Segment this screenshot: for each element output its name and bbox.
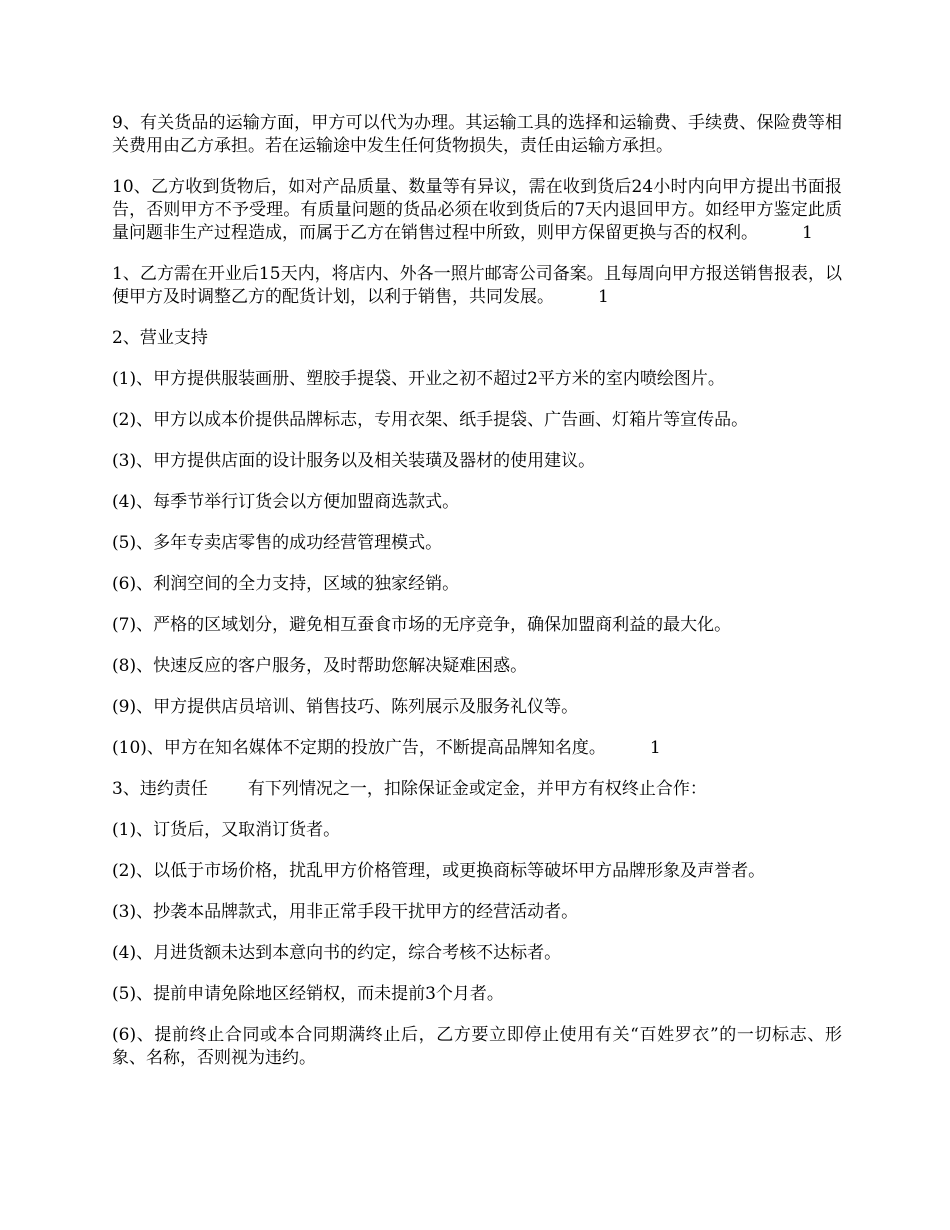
paragraph-text: (3)、甲方提供店面的设计服务以及相关装璜及器材的使用建议。 <box>112 451 596 471</box>
list-item <box>112 491 842 514</box>
paragraph-text: (8)、快速反应的客户服务，及时帮助您解决疑难困惑。 <box>112 656 528 676</box>
list-item <box>112 532 842 555</box>
paragraph-store-photos <box>112 263 842 309</box>
list-item <box>112 450 842 473</box>
list-item <box>112 368 842 391</box>
list-item <box>112 614 842 637</box>
list-item <box>112 655 842 678</box>
list-item <box>112 409 842 432</box>
paragraph-text: (1)、订货后，又取消订货者。 <box>112 820 341 840</box>
paragraph-text: 1、乙方需在开业后15天内，将店内、外各一照片邮寄公司备案。且每周向甲方报送销售报表，以便甲方及时调整乙方的配货计划，以利于销售，共同发展。 <box>112 264 842 307</box>
paragraph-text: (9)、甲方提供店员培训、销售技巧、陈列展示及服务礼仪等。 <box>112 697 579 717</box>
paragraph-text: (5)、多年专卖店零售的成功经营管理模式。 <box>112 533 443 553</box>
paragraph-text: (6)、利润空间的全力支持，区域的独家经销。 <box>112 574 460 594</box>
paragraph-marker: 1 <box>802 223 813 243</box>
list-item <box>112 696 842 719</box>
document-page <box>112 112 842 1088</box>
paragraph-text: 3、违约责任 <box>112 779 208 799</box>
list-item <box>112 983 842 1006</box>
section-heading-breach-liability <box>112 778 842 801</box>
paragraph-text: (4)、月进货额未达到本意向书的约定，综合考核不达标者。 <box>112 943 562 963</box>
list-item <box>112 737 842 760</box>
list-item <box>112 860 842 883</box>
list-item <box>112 901 842 924</box>
paragraph-text: (6)、提前终止合同或本合同期满终止后，乙方要立即停止使用有关“百姓罗衣”的一切标志、形象、名称，否则视为违约。 <box>112 1025 842 1068</box>
paragraph-text: 2、营业支持 <box>112 328 208 348</box>
section-heading-business-support <box>112 327 842 350</box>
paragraph-text: (2)、以低于市场价格，扰乱甲方价格管理，或更换商标等破坏甲方品牌形象及声誉者。 <box>112 861 766 881</box>
paragraph-transport <box>112 112 842 158</box>
list-item <box>112 1024 842 1070</box>
paragraph-text: 9、有关货品的运输方面，甲方可以代为办理。其运输工具的选择和运输费、手续费、保险费等相关费用由乙方承担。若在运输途中发生任何货物损失，责任由运输方承担。 <box>112 113 842 156</box>
list-item <box>112 942 842 965</box>
paragraph-text-continued: 有下列情况之一，扣除保证金或定金，并甲方有权终止合作： <box>247 779 707 799</box>
paragraph-text: (2)、甲方以成本价提供品牌标志，专用衣架、纸手提袋、广告画、灯箱片等宣传品。 <box>112 410 749 430</box>
list-item <box>112 819 842 842</box>
paragraph-text: (10)、甲方在知名媒体不定期的投放广告，不断提高品牌知名度。 <box>112 738 606 758</box>
paragraph-text: (4)、每季节举行订货会以方便加盟商选款式。 <box>112 492 460 512</box>
list-item <box>112 573 842 596</box>
paragraph-text: (5)、提前申请免除地区经销权，而未提前3个月者。 <box>112 984 504 1004</box>
paragraph-text: (1)、甲方提供服装画册、塑胶手提袋、开业之初不超过2平方米的室内喷绘图片。 <box>112 369 725 389</box>
paragraph-text: (7)、严格的区域划分，避免相互蚕食市场的无序竞争，确保加盟商利益的最大化。 <box>112 615 732 635</box>
paragraph-text: 10、乙方收到货物后，如对产品质量、数量等有异议，需在收到货后24小时内向甲方提出书面报告，否则甲方不予受理。有质量问题的货品必须在收到货后的7天内退回甲方。如经甲方鉴定此质量问题非生产过程造成，而属于乙方在销售过程中所致，则甲方保留更换与否的权利。 <box>112 177 842 243</box>
paragraph-marker: 1 <box>649 738 661 758</box>
paragraph-marker: 1 <box>598 287 609 307</box>
paragraph-quality-objection <box>112 176 842 245</box>
paragraph-text: (3)、抄袭本品牌款式，用非正常手段干扰甲方的经营活动者。 <box>112 902 579 922</box>
